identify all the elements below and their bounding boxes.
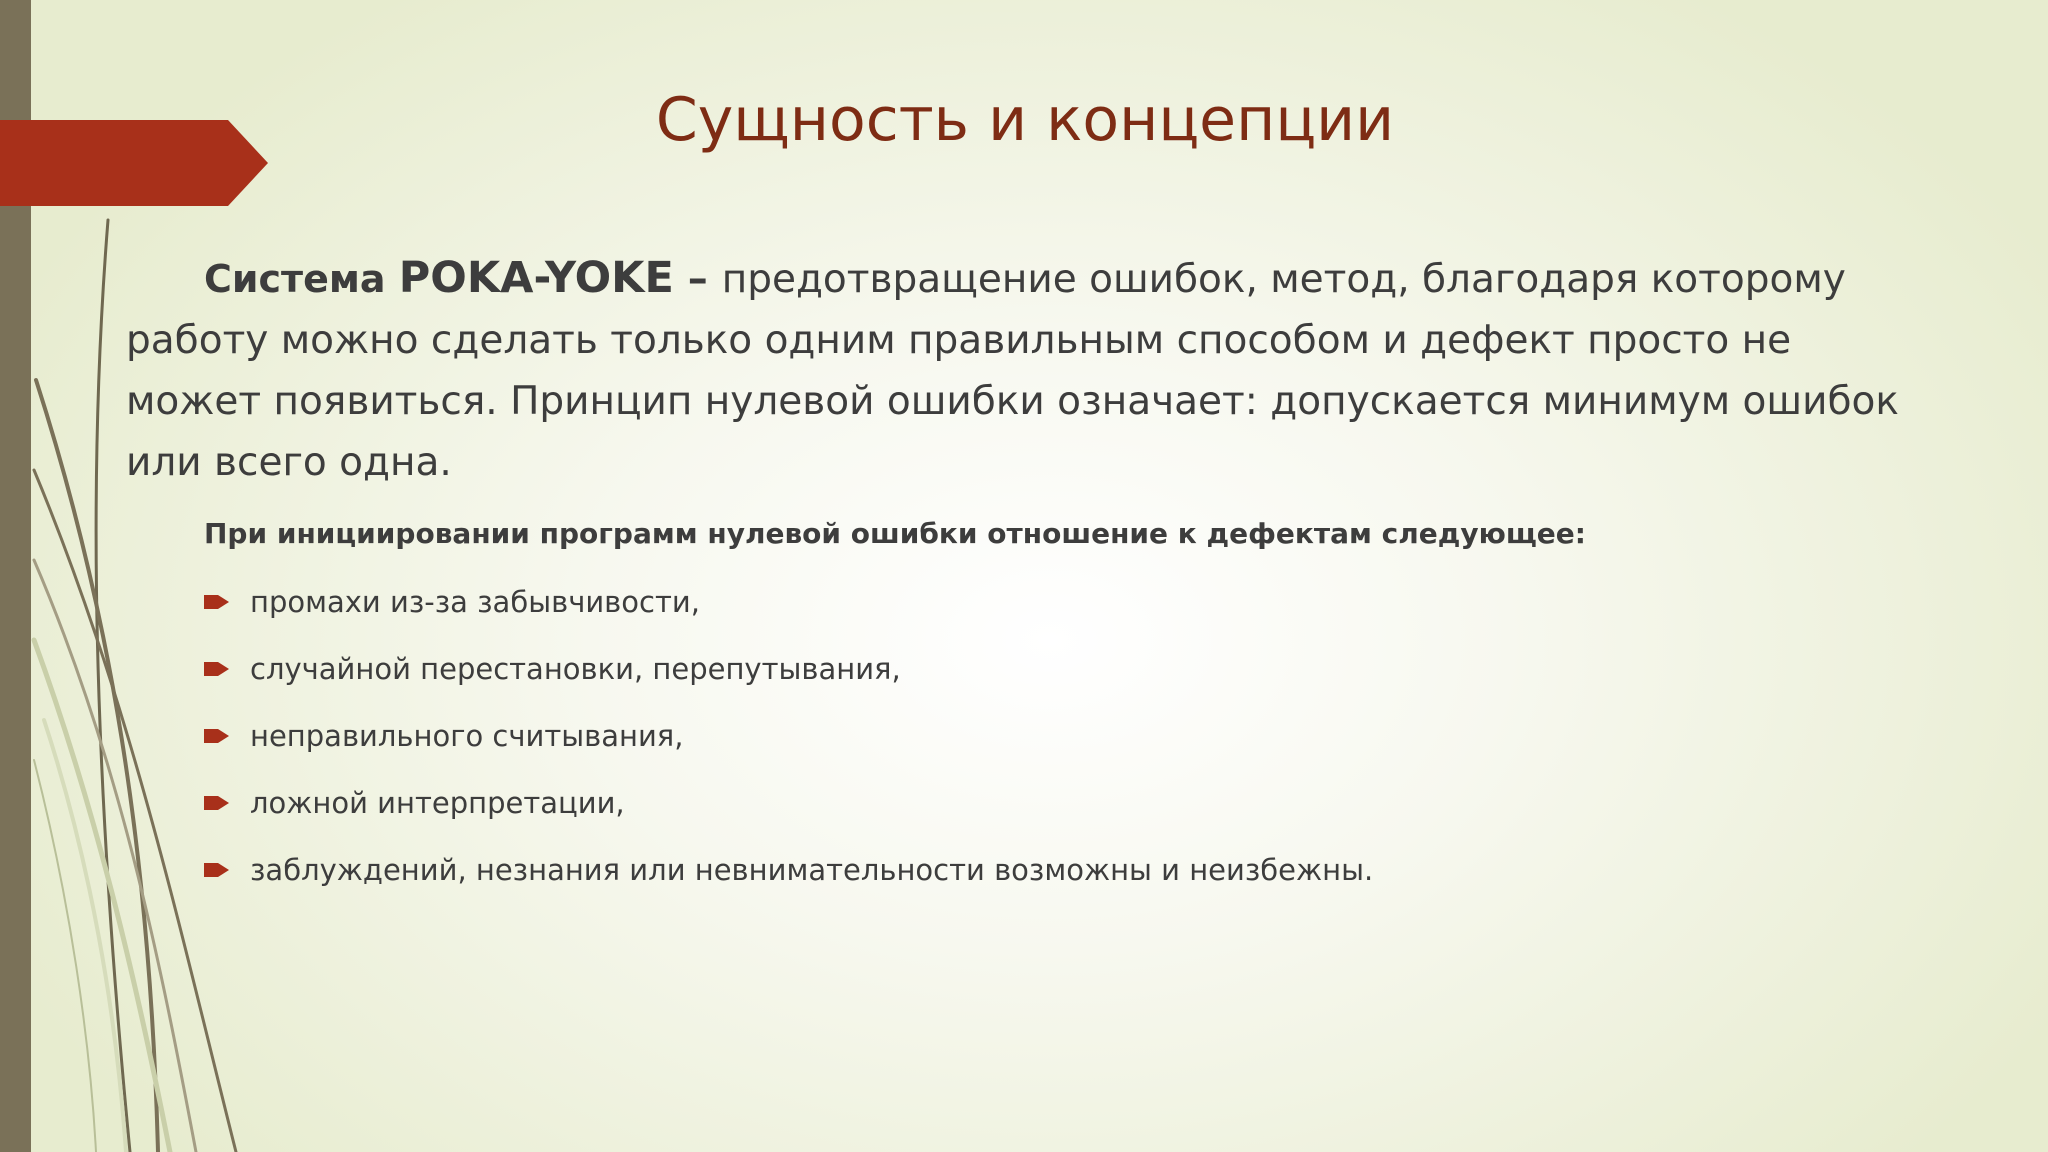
arrow-right-icon: [204, 727, 230, 745]
slide-title: Сущность и концепции: [655, 85, 1395, 155]
list-item-text: промахи из-за забывчивости,: [250, 585, 700, 619]
lead-prefix: Система: [204, 257, 399, 301]
lead-dash: –: [673, 256, 722, 302]
lead-term: POKA-YOKE: [398, 253, 674, 303]
list-item: [204, 636, 1906, 703]
list-item-text: заблуждений, незнания или невнимательности возможны и неизбежны.: [250, 853, 1374, 887]
list-item-text: неправильного считывания,: [250, 719, 684, 753]
list-item: [204, 703, 1906, 770]
arrow-right-icon: [204, 593, 230, 611]
list-item-text: ложной интерпретации,: [250, 786, 625, 820]
list-item: [204, 770, 1906, 837]
arrow-right-icon: [204, 794, 230, 812]
list-item-text: случайной перестановки, перепутывания,: [250, 652, 901, 686]
list-item: [204, 837, 1906, 904]
bullet-list: [204, 569, 1906, 904]
arrow-right-icon: [204, 660, 230, 678]
sub-heading: При инициировании программ нулевой ошибки отношение к дефектам следующее:: [204, 517, 1586, 550]
arrow-right-icon: [204, 861, 230, 879]
lead-paragraph: [126, 248, 1906, 493]
title-accent-arrow: [0, 120, 270, 206]
slide-body: [126, 248, 1906, 904]
lead-text: предотвращение ошибок, метод, благодаря которому работу можно сделать только одним правильным способом и дефект просто не может появиться. Принцип нулевой ошибки означает: допускается минимум ошибок или всего одна.: [126, 257, 1899, 485]
list-item: [204, 569, 1906, 636]
